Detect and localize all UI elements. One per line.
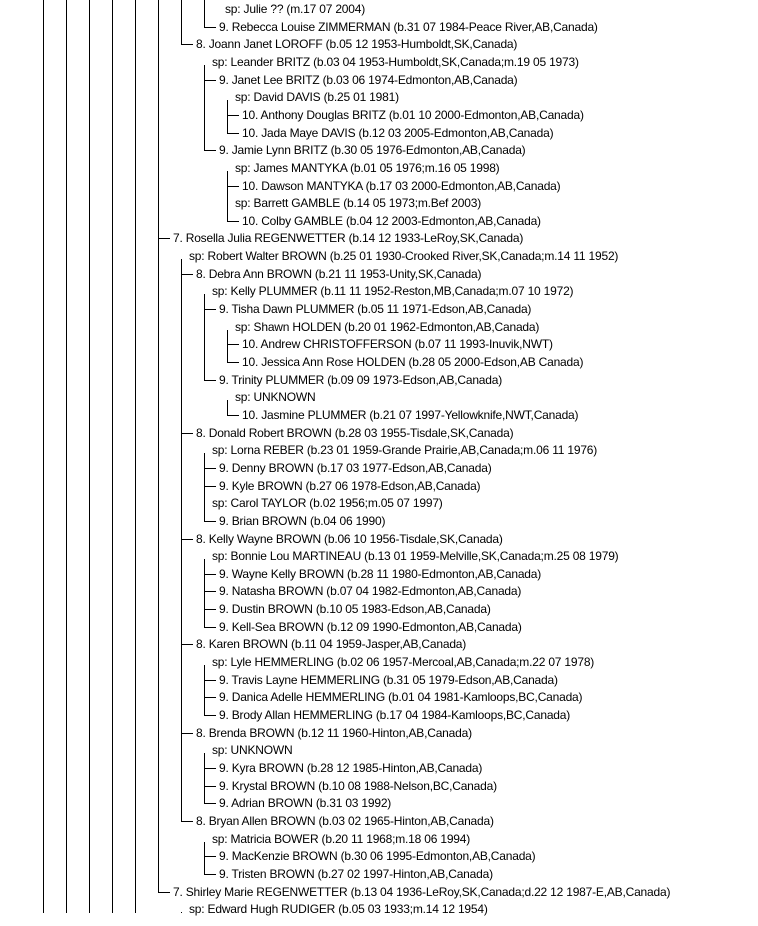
tree-vertical-line	[204, 842, 205, 874]
tree-branch-tick	[204, 309, 216, 310]
tree-entry: 9. Krystal BROWN (b.10 08 1988-Nelson,BC,Canada)	[219, 778, 497, 793]
tree-entry: sp: Carol TAYLOR (b.02 1956;m.05 07 1997)	[212, 496, 443, 511]
tree-vertical-line	[204, 65, 205, 150]
tree-entry: 10. Jada Maye DAVIS (b.12 03 2005-Edmonton,AB,Canada)	[242, 125, 554, 140]
tree-entry: 10. Anthony Douglas BRITZ (b.01 10 2000-Edmonton,AB,Canada)	[242, 107, 584, 122]
tree-vertical-line	[158, 0, 159, 892]
tree-entry: 9. Tisha Dawn PLUMMER (b.05 11 1971-Edson,AB,Canada)	[219, 302, 532, 317]
tree-vertical-line	[227, 100, 228, 132]
tree-entry: sp: Lyle HEMMERLING (b.02 06 1957-Mercoal,AB,Canada;m.22 07 1978)	[212, 655, 595, 670]
tree-entry: 8. Donald Robert BROWN (b.28 03 1955-Tisdale,SK,Canada)	[196, 425, 514, 440]
tree-entry: sp: Julie ?? (m.17 07 2004)	[225, 2, 366, 16]
tree-branch-tick	[204, 521, 216, 522]
tree-entry: 10. Colby GAMBLE (b.04 12 2003-Edmonton,AB,Canada)	[242, 213, 541, 228]
tree-vertical-line	[43, 0, 44, 913]
tree-entry: 7. Rosella Julia REGENWETTER (b.14 12 1933-LeRoy,SK,Canada)	[173, 231, 524, 246]
tree-vertical-line	[227, 400, 228, 415]
tree-branch-tick	[204, 574, 216, 575]
tree-branch-tick	[158, 892, 170, 893]
tree-entry: 9. Wayne Kelly BROWN (b.28 11 1980-Edmonton,AB,Canada)	[219, 566, 542, 581]
tree-branch-tick	[227, 133, 239, 134]
tree-branch-tick	[181, 539, 193, 540]
tree-branch-tick	[227, 344, 239, 345]
tree-entry: 8. Kelly Wayne BROWN (b.06 10 1956-Tisdale,SK,Canada)	[196, 531, 503, 546]
tree-entry: 9. Tristen BROWN (b.27 02 1997-Hinton,AB,Canada)	[219, 866, 493, 881]
tree-entry: sp: Edward Hugh RUDIGER (b.05 03 1933;m.14 12 1954)	[189, 902, 488, 917]
tree-branch-tick	[204, 150, 216, 151]
tree-entry: sp: Kelly PLUMMER (b.11 11 1952-Reston,MB,Canada;m.07 10 1972)	[212, 284, 574, 299]
tree-branch-tick	[181, 44, 193, 45]
tree-vertical-line	[181, 259, 182, 821]
tree-branch-tick	[181, 733, 193, 734]
tree-entry: sp: Shawn HOLDEN (b.20 01 1962-Edmonton,AB,Canada)	[235, 319, 540, 334]
tree-entry: 9. Jamie Lynn BRITZ (b.30 05 1976-Edmonton,AB,Canada)	[219, 143, 526, 158]
tree-branch-tick	[204, 591, 216, 592]
tree-entry: 9. Janet Lee BRITZ (b.03 06 1974-Edmonton,AB,Canada)	[219, 72, 518, 87]
tree-entry: 10. Jasmine PLUMMER (b.21 07 1997-Yellowknife,NWT,Canada)	[242, 407, 579, 422]
tree-entry: 8. Debra Ann BROWN (b.21 11 1953-Unity,SK,Canada)	[196, 266, 482, 281]
tree-branch-tick	[181, 433, 193, 434]
tree-branch-tick	[227, 115, 239, 116]
tree-vertical-line	[204, 453, 205, 521]
tree-entry: 9. Kell-Sea BROWN (b.12 09 1990-Edmonton,AB,Canada)	[219, 619, 522, 634]
tree-entry: 7. Shirley Marie REGENWETTER (b.13 04 1936-LeRoy,SK,Canada;d.22 12 1987-E,AB,Canada)	[173, 884, 671, 899]
tree-branch-tick	[204, 786, 216, 787]
tree-vertical-line	[204, 753, 205, 803]
tree-entry: sp: Barrett GAMBLE (b.14 05 1973;m.Bef 2003)	[235, 196, 482, 211]
tree-entry: 10. Andrew CHRISTOFFERSON (b.07 11 1993-Inuvik,NWT)	[242, 337, 553, 352]
tree-entry: 8. Joann Janet LOROFF (b.05 12 1953-Humboldt,SK,Canada)	[196, 37, 518, 52]
tree-vertical-line	[204, 0, 205, 27]
tree-entry: sp: Robert Walter BROWN (b.25 01 1930-Crooked River,SK,Canada;m.14 11 1952)	[189, 249, 619, 264]
tree-entry: 9. Brody Allan HEMMERLING (b.17 04 1984-Kamloops,BC,Canada)	[219, 708, 571, 722]
tree-entry: sp: Bonnie Lou MARTINEAU (b.13 01 1959-Melville,SK,Canada;m.25 08 1979)	[212, 549, 619, 564]
tree-branch-tick	[204, 768, 216, 769]
tree-branch-tick	[204, 803, 216, 804]
tree-vertical-line	[204, 665, 205, 715]
tree-branch-tick	[227, 221, 239, 222]
tree-entry: 10. Jessica Ann Rose HOLDEN (b.28 05 2000-Edson,AB Canada)	[242, 355, 584, 369]
tree-branch-tick	[227, 186, 239, 187]
tree-entry: 9. Brian BROWN (b.04 06 1990)	[219, 513, 386, 528]
tree-branch-tick	[204, 27, 216, 28]
tree-entry: 9. Denny BROWN (b.17 03 1977-Edson,AB,Canada)	[219, 460, 492, 475]
tree-entry: 9. Kyra BROWN (b.28 12 1985-Hinton,AB,Canada)	[219, 760, 483, 775]
tree-vertical-line	[89, 0, 90, 913]
tree-entry: 9. Natasha BROWN (b.07 04 1982-Edmonton,AB,Canada)	[219, 584, 522, 599]
tree-vertical-line	[181, 0, 182, 44]
tree-entry: 8. Karen BROWN (b.11 04 1959-Jasper,AB,Canada)	[196, 637, 467, 652]
tree-branch-tick	[204, 80, 216, 81]
tree-vertical-line	[204, 294, 205, 379]
tree-branch-tick	[204, 874, 216, 875]
tree-branch-tick	[204, 715, 216, 716]
tree-entry: sp: Lorna REBER (b.23 01 1959-Grande Prairie,AB,Canada;m.06 11 1976)	[212, 443, 598, 458]
tree-branch-tick	[204, 697, 216, 698]
tree-entry: sp: UNKNOWN	[235, 390, 316, 405]
tree-entry: sp: Leander BRITZ (b.03 04 1953-Humboldt,SK,Canada;m.19 05 1973)	[212, 54, 579, 69]
tree-vertical-line	[204, 559, 205, 627]
tree-vertical-line	[112, 0, 113, 913]
tree-entry: sp: David DAVIS (b.25 01 1981)	[235, 90, 399, 105]
tree-branch-tick	[227, 362, 239, 363]
tree-entry: 9. Trinity PLUMMER (b.09 09 1973-Edson,AB,Canada)	[219, 372, 503, 387]
tree-entry: 9. Travis Layne HEMMERLING (b.31 05 1979-Edson,AB,Canada)	[219, 672, 558, 687]
tree-entry: 9. Adrian BROWN (b.31 03 1992)	[219, 796, 392, 811]
tree-branch-tick	[204, 609, 216, 610]
tree-vertical-line	[227, 171, 228, 221]
tree-entry: 9. MacKenzie BROWN (b.30 06 1995-Edmonton,AB,Canada)	[219, 849, 536, 864]
tree-branch-tick	[158, 238, 170, 239]
tree-branch-tick	[204, 468, 216, 469]
tree-entry: sp: UNKNOWN	[212, 743, 293, 758]
tree-vertical-line	[181, 912, 182, 913]
tree-branch-tick	[181, 274, 193, 275]
tree-entry: 8. Brenda BROWN (b.12 11 1960-Hinton,AB,Canada)	[196, 725, 472, 740]
tree-entry: sp: Matricia BOWER (b.20 11 1968;m.18 06 1994)	[212, 831, 471, 846]
tree-entry: 9. Kyle BROWN (b.27 06 1978-Edson,AB,Canada)	[219, 478, 481, 493]
tree-branch-tick	[204, 856, 216, 857]
tree-branch-tick	[181, 644, 193, 645]
tree-vertical-line	[227, 330, 228, 362]
tree-branch-tick	[204, 486, 216, 487]
tree-entry: 9. Rebecca Louise ZIMMERMAN (b.31 07 1984-Peace River,AB,Canada)	[219, 19, 598, 34]
tree-branch-tick	[181, 821, 193, 822]
tree-vertical-line	[135, 0, 136, 913]
tree-branch-tick	[227, 415, 239, 416]
tree-entry: sp: James MANTYKA (b.01 05 1976;m.16 05 1998)	[235, 160, 500, 175]
tree-branch-tick	[204, 680, 216, 681]
tree-entry: 10. Dawson MANTYKA (b.17 03 2000-Edmonton,AB,Canada)	[242, 178, 561, 193]
tree-entry: 8. Bryan Allen BROWN (b.03 02 1965-Hinton,AB,Canada)	[196, 813, 494, 828]
tree-vertical-line	[66, 0, 67, 913]
tree-branch-tick	[204, 627, 216, 628]
tree-branch-tick	[204, 380, 216, 381]
tree-entry: 9. Danica Adelle HEMMERLING (b.01 04 1981-Kamloops,BC,Canada)	[219, 690, 583, 705]
tree-entry: 9. Dustin BROWN (b.10 05 1983-Edson,AB,Canada)	[219, 602, 491, 617]
